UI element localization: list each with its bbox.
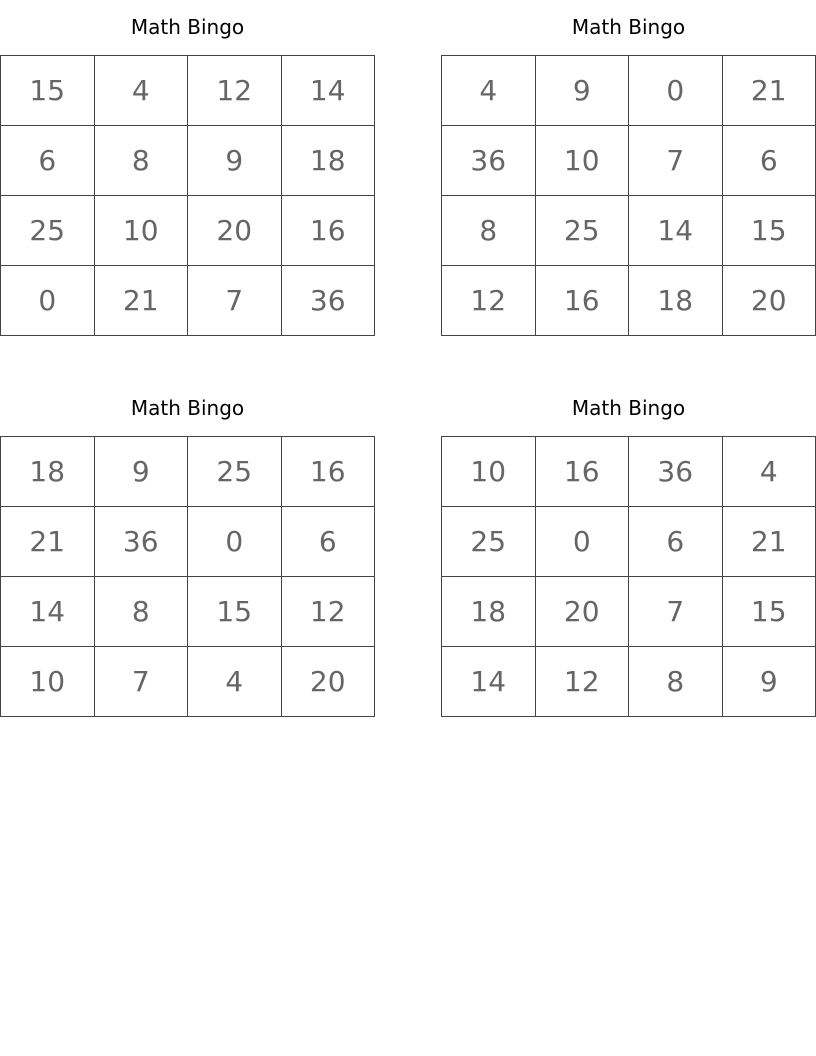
grid-row <box>442 266 816 336</box>
bingo-card-2 <box>441 0 816 336</box>
grid-cell: 25 <box>188 437 282 507</box>
grid-cell: 0 <box>535 507 629 577</box>
grid-cell: 4 <box>722 437 816 507</box>
grid-cell: 7 <box>629 126 723 196</box>
grid-cell: 25 <box>535 196 629 266</box>
grid-row <box>442 437 816 507</box>
grid-cell: 18 <box>281 126 375 196</box>
grid-cell: 8 <box>442 196 536 266</box>
grid-cell: 16 <box>281 437 375 507</box>
grid-cell: 16 <box>535 437 629 507</box>
grid-cell: 21 <box>1 507 95 577</box>
grid-cell: 10 <box>1 647 95 717</box>
grid-row <box>442 126 816 196</box>
grid-cell: 14 <box>281 56 375 126</box>
grid-cell: 0 <box>629 56 723 126</box>
grid-cell: 12 <box>535 647 629 717</box>
grid-cell: 15 <box>722 196 816 266</box>
grid-cell: 20 <box>281 647 375 717</box>
bingo-card-1 <box>0 0 375 336</box>
grid-cell: 9 <box>722 647 816 717</box>
grid-cell: 7 <box>188 266 282 336</box>
grid-cell: 4 <box>188 647 282 717</box>
grid-row <box>1 126 375 196</box>
grid-cell: 6 <box>629 507 723 577</box>
grid-cell: 21 <box>722 507 816 577</box>
grid-cell: 16 <box>535 266 629 336</box>
grid-cell: 0 <box>1 266 95 336</box>
grid-cell: 14 <box>629 196 723 266</box>
grid-row <box>1 437 375 507</box>
grid-cell: 21 <box>94 266 188 336</box>
grid-cell: 18 <box>1 437 95 507</box>
grid-cell: 14 <box>442 647 536 717</box>
grid-cell: 7 <box>94 647 188 717</box>
grid-cell: 4 <box>94 56 188 126</box>
grid-cell: 8 <box>94 126 188 196</box>
grid-cell: 6 <box>722 126 816 196</box>
grid-row <box>1 196 375 266</box>
grid-cell: 10 <box>442 437 536 507</box>
grid-row <box>1 266 375 336</box>
grid-cell: 36 <box>281 266 375 336</box>
grid-cell: 12 <box>188 56 282 126</box>
grid-cell: 6 <box>281 507 375 577</box>
grid-cell: 21 <box>722 56 816 126</box>
grid-cell: 10 <box>535 126 629 196</box>
bingo-card-4 <box>441 381 816 717</box>
grid-cell: 20 <box>188 196 282 266</box>
grid-cell: 9 <box>94 437 188 507</box>
grid-cell: 8 <box>629 647 723 717</box>
grid-row <box>442 196 816 266</box>
grid-row <box>442 647 816 717</box>
grid-cell: 25 <box>442 507 536 577</box>
grid-cell: 15 <box>1 56 95 126</box>
grid-cell: 12 <box>281 577 375 647</box>
bingo-card-3 <box>0 381 375 717</box>
grid-cell: 16 <box>281 196 375 266</box>
grid-cell: 15 <box>722 577 816 647</box>
grid-cell: 8 <box>94 577 188 647</box>
grid-row <box>442 577 816 647</box>
card-title: Math Bingo <box>130 15 245 39</box>
grid-cell: 25 <box>1 196 95 266</box>
grid-cell: 15 <box>188 577 282 647</box>
grid-cell: 9 <box>188 126 282 196</box>
bingo-grid <box>441 55 816 336</box>
grid-cell: 12 <box>442 266 536 336</box>
grid-cell: 36 <box>442 126 536 196</box>
grid-row <box>442 507 816 577</box>
grid-cell: 9 <box>535 56 629 126</box>
grid-cell: 10 <box>94 196 188 266</box>
grid-row <box>1 647 375 717</box>
card-title: Math Bingo <box>130 396 245 420</box>
bingo-grid <box>0 436 375 717</box>
grid-cell: 0 <box>188 507 282 577</box>
grid-row <box>1 56 375 126</box>
grid-cell: 18 <box>442 577 536 647</box>
grid-cell: 4 <box>442 56 536 126</box>
grid-cell: 20 <box>535 577 629 647</box>
grid-row <box>442 56 816 126</box>
bingo-grid <box>0 55 375 336</box>
grid-cell: 6 <box>1 126 95 196</box>
grid-cell: 14 <box>1 577 95 647</box>
grid-cell: 36 <box>94 507 188 577</box>
grid-cell: 36 <box>629 437 723 507</box>
card-title: Math Bingo <box>571 396 686 420</box>
bingo-grid <box>441 436 816 717</box>
grid-row <box>1 577 375 647</box>
grid-cell: 7 <box>629 577 723 647</box>
grid-row <box>1 507 375 577</box>
card-title: Math Bingo <box>571 15 686 39</box>
grid-cell: 20 <box>722 266 816 336</box>
grid-cell: 18 <box>629 266 723 336</box>
